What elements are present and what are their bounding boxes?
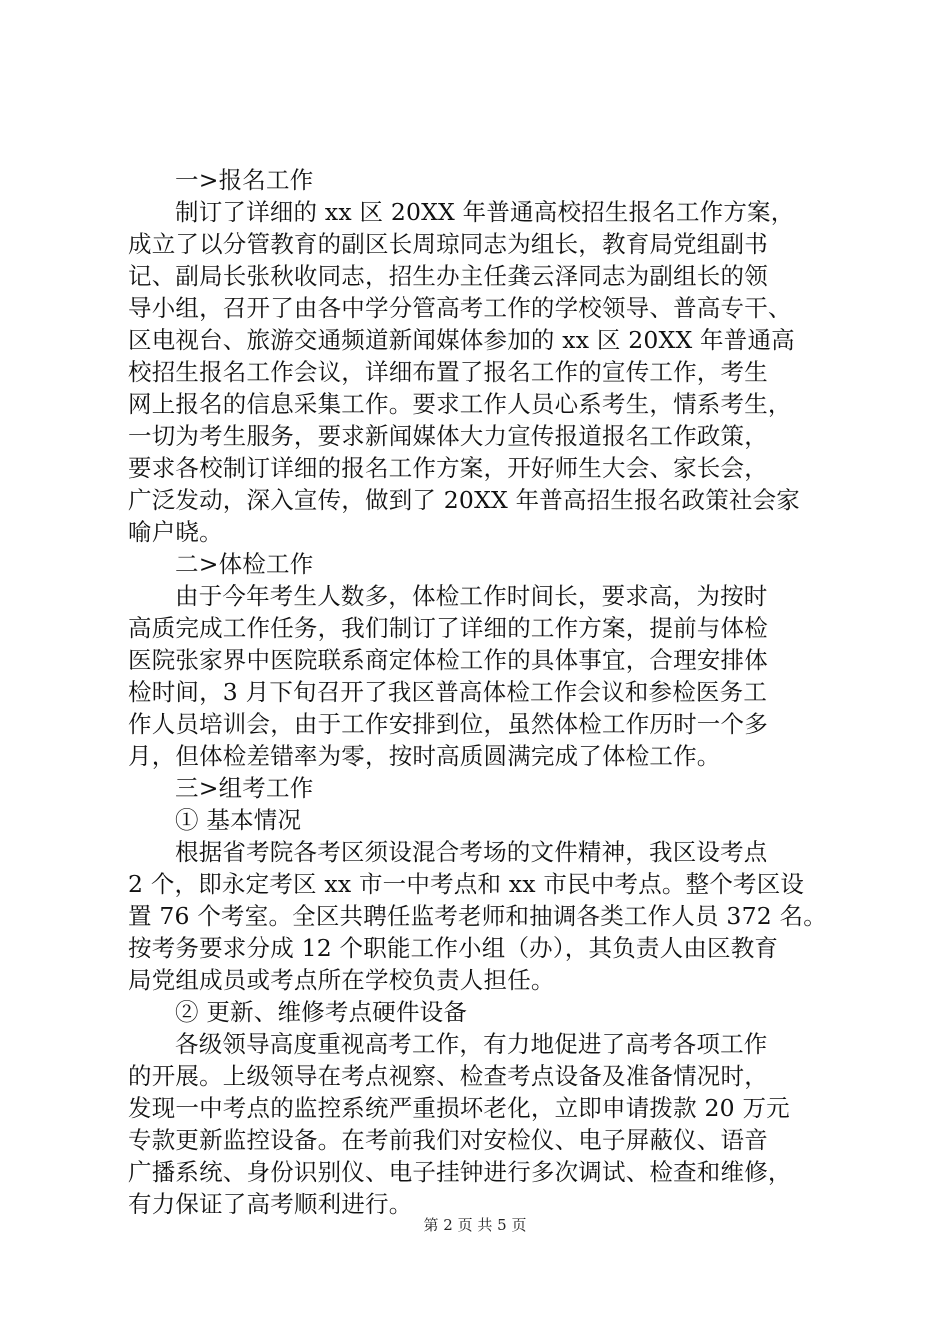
text-line: 发现一中考点的监控系统严重损坏老化，立即申请拨款 20 万元 bbox=[128, 1094, 790, 1122]
text-line: 按考务要求分成 12 个职能工作小组（办），其负责人由区教育 bbox=[128, 934, 779, 962]
text-line: 由于今年考生人数多，体检工作时间长，要求高，为按时 bbox=[175, 582, 768, 610]
text-line: 有力保证了高考顺利进行。 bbox=[128, 1190, 413, 1218]
text-line: 广播系统、身份识别仪、电子挂钟进行多次调试、检查和维修， bbox=[128, 1158, 792, 1186]
text-line: 医院张家界中医院联系商定体检工作的具体事宜，合理安排体 bbox=[128, 646, 768, 674]
page-footer: 第 2 页 共 5 页 bbox=[423, 1216, 527, 1234]
text-line: 局党组成员或考点所在学校负责人担任。 bbox=[128, 966, 555, 994]
text-line: 制订了详细的 xx 区 20XX 年普通高校招生报名工作方案， bbox=[175, 198, 795, 226]
text-line: ② 更新、维修考点硬件设备 bbox=[175, 998, 468, 1026]
text-line: 2 个，即永定考区 xx 市一中考点和 xx 市民中考点。整个考区设 bbox=[128, 870, 805, 898]
text-line: 导小组，召开了由各中学分管高考工作的学校领导、普高专干、 bbox=[128, 294, 792, 322]
text-line: 的开展。上级领导在考点视察、检查考点设备及准备情况时， bbox=[128, 1062, 768, 1090]
document-body bbox=[128, 164, 858, 1220]
text-line: 喻户晓。 bbox=[128, 518, 223, 546]
text-line: 高质完成工作任务，我们制订了详细的工作方案，提前与体检 bbox=[128, 614, 768, 642]
text-line: 二>体检工作 bbox=[175, 550, 314, 578]
text-line: 置 76 个考室。全区共聘任监考老师和抽调各类工作人员 372 名。 bbox=[128, 902, 827, 930]
text-line: 校招生报名工作会议，详细布置了报名工作的宣传工作，考生 bbox=[128, 358, 768, 386]
text-line: 作人员培训会，由于工作安排到位，虽然体检工作历时一个多 bbox=[128, 710, 768, 738]
text-line: 检时间，3 月下旬召开了我区普高体检工作会议和参检医务工 bbox=[128, 678, 768, 706]
text-line: 三>组考工作 bbox=[175, 774, 314, 802]
text-line: ① 基本情况 bbox=[175, 806, 302, 834]
text-line: 广泛发动，深入宣传，做到了 20XX 年普高招生报名政策社会家 bbox=[128, 486, 801, 514]
text-line: 根据省考院各考区须设混合考场的文件精神，我区设考点 bbox=[175, 838, 768, 866]
text-line: 区电视台、旅游交通频道新闻媒体参加的 xx 区 20XX 年普通高 bbox=[128, 326, 795, 354]
text-line: 一>报名工作 bbox=[175, 166, 314, 194]
text-line: 记、副局长张秋收同志，招生办主任龚云泽同志为副组长的领 bbox=[128, 262, 768, 290]
text-line: 网上报名的信息采集工作。要求工作人员心系考生，情系考生， bbox=[128, 390, 792, 418]
text-line: 专款更新监控设备。在考前我们对安检仪、电子屏蔽仪、语音 bbox=[128, 1126, 768, 1154]
text-line: 要求各校制订详细的报名工作方案，开好师生大会、家长会， bbox=[128, 454, 768, 482]
text-line: 成立了以分管教育的副区长周琼同志为组长，教育局党组副书 bbox=[128, 230, 768, 258]
text-line: 月，但体检差错率为零，按时高质圆满完成了体检工作。 bbox=[128, 742, 721, 770]
text-line: 一切为考生服务，要求新闻媒体大力宣传报道报名工作政策， bbox=[128, 422, 768, 450]
text-line: 各级领导高度重视高考工作，有力地促进了高考各项工作 bbox=[175, 1030, 768, 1058]
